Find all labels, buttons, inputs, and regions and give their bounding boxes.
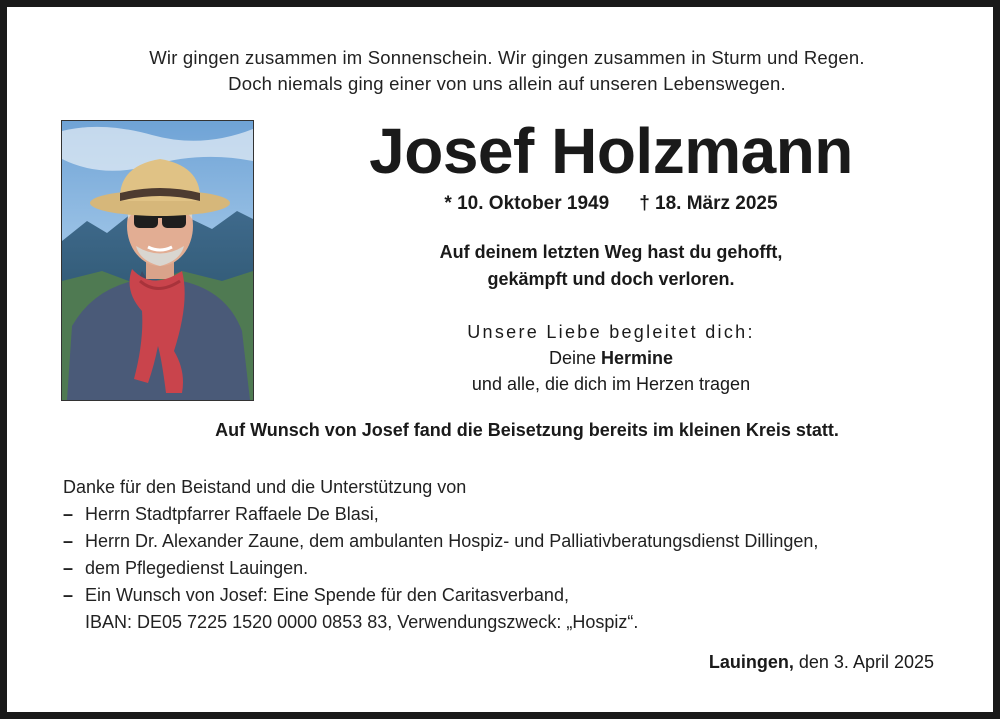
death-date: † 18. März 2025 bbox=[639, 193, 778, 214]
portrait-photo bbox=[61, 120, 254, 401]
dash-bullet: – bbox=[63, 531, 74, 551]
thanks-item-text: Herrn Dr. Alexander Zaune, dem ambulanten Hospiz- und Palliativberatungsdienst Dillingen, bbox=[85, 531, 819, 551]
signature-date: den 3. April 2025 bbox=[798, 652, 934, 672]
verse-line-2: Doch niemals ging einer von uns allein auf unseren Lebenswegen. bbox=[228, 73, 786, 94]
quote-line-1: Auf deinem letzten Weg hast du gehofft, bbox=[439, 242, 783, 262]
mourners-others: und alle, die dich im Herzen tragen bbox=[471, 374, 751, 394]
spouse-name: Hermine bbox=[601, 348, 674, 368]
thanks-item-text: Ein Wunsch von Josef: Eine Spende für den Caritasverband, bbox=[85, 585, 569, 605]
quote-line-2: gekämpft und doch verloren. bbox=[487, 269, 735, 289]
burial-note: Auf Wunsch von Josef fand die Beisetzung bereits im kleinen Kreis statt. bbox=[215, 420, 839, 440]
mourners-prefix: Deine bbox=[548, 348, 596, 368]
dash-bullet: – bbox=[63, 504, 74, 524]
life-dates bbox=[307, 193, 915, 215]
mourners bbox=[307, 319, 915, 397]
list-item bbox=[63, 555, 818, 582]
thanks-intro: Danke für den Beistand und die Unterstützung von bbox=[63, 477, 467, 497]
mourners-spouse-line bbox=[307, 345, 915, 371]
iban-line: IBAN: DE05 7225 1520 0000 0853 83, Verwendungszweck: „Hospiz“. bbox=[85, 612, 639, 632]
thanks-section bbox=[63, 474, 818, 636]
signature-place: Lauingen, bbox=[708, 652, 794, 672]
deceased-name: Josef Holzmann bbox=[369, 115, 853, 187]
thanks-item-text: Herrn Stadtpfarrer Raffaele De Blasi, bbox=[85, 504, 379, 524]
dash-bullet: – bbox=[63, 558, 74, 578]
birth-date: * 10. Oktober 1949 bbox=[444, 193, 610, 214]
thanks-item-text: dem Pflegedienst Lauingen. bbox=[85, 558, 309, 578]
dash-bullet: – bbox=[63, 585, 74, 605]
mourners-intro: Unsere Liebe begleitet dich: bbox=[467, 322, 755, 342]
list-item bbox=[63, 582, 818, 636]
quote bbox=[307, 239, 915, 293]
signature bbox=[709, 652, 934, 673]
thanks-list bbox=[63, 501, 818, 636]
verse-line-1: Wir gingen zusammen im Sonnenschein. Wir gingen zusammen in Sturm und Regen. bbox=[149, 47, 865, 68]
verse bbox=[7, 45, 1000, 97]
list-item bbox=[63, 528, 818, 555]
portrait-illustration bbox=[62, 121, 253, 400]
list-item bbox=[63, 501, 818, 528]
